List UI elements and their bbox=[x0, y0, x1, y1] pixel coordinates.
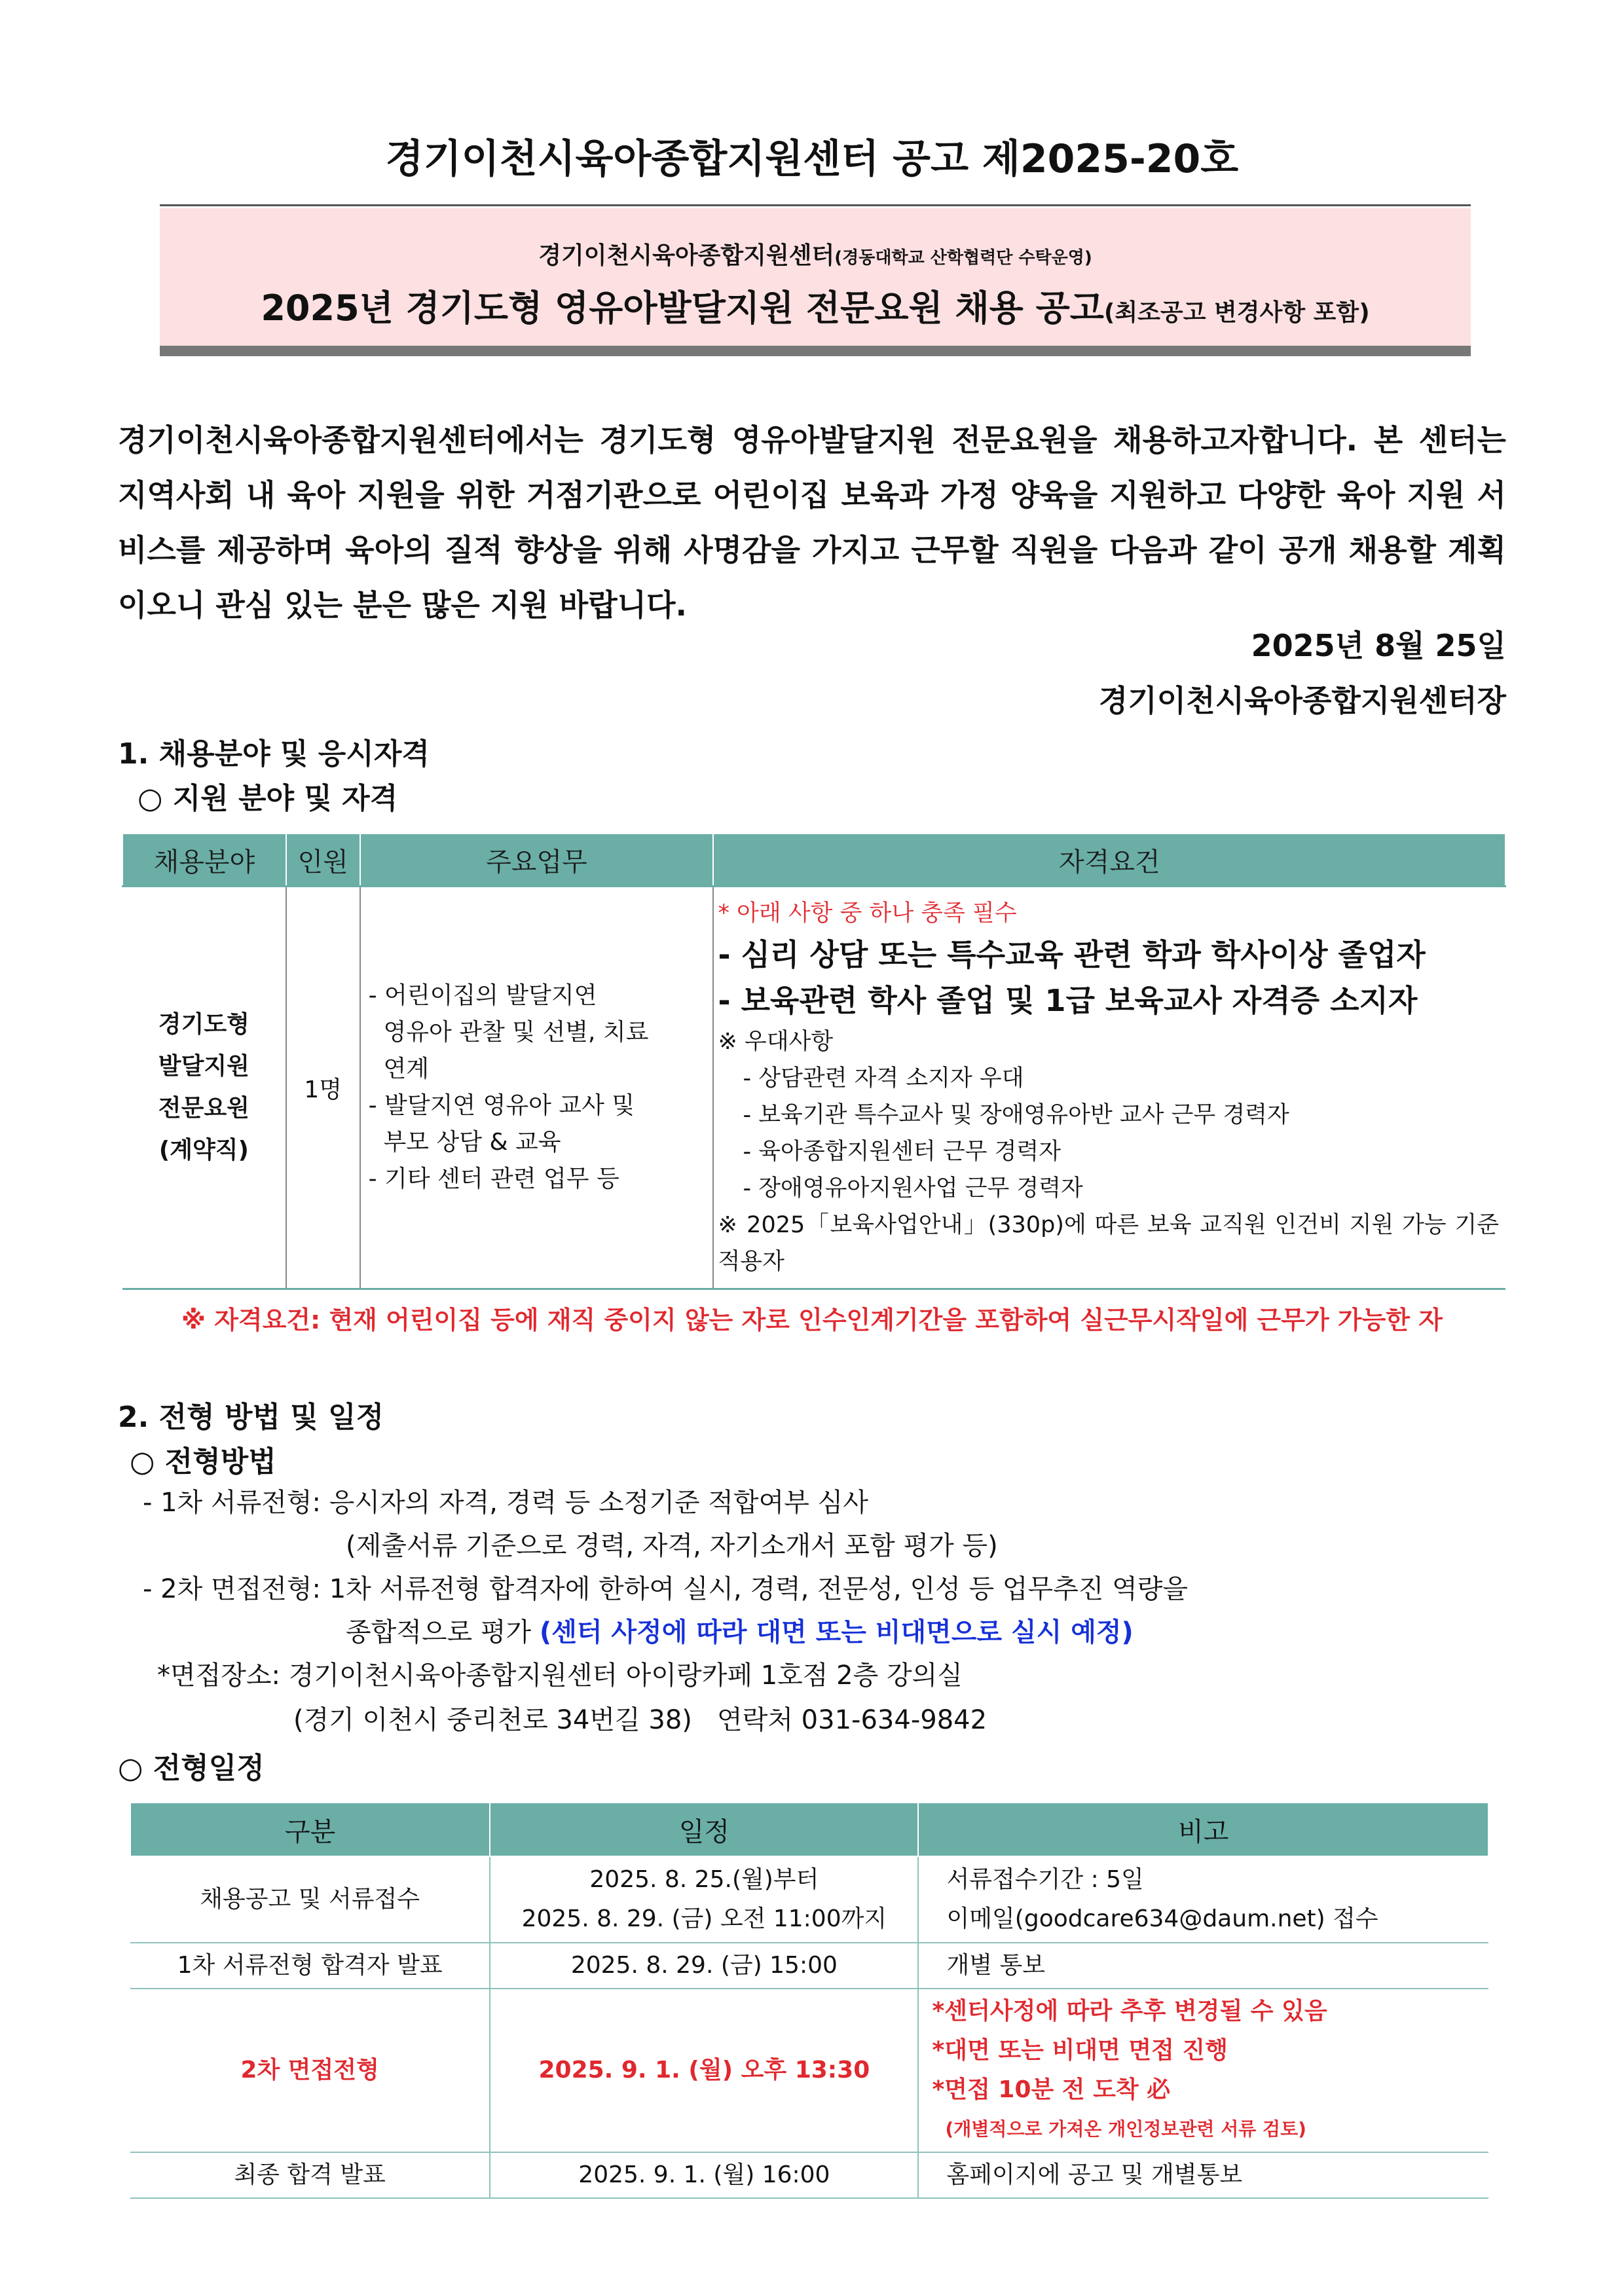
requirement-main: - 보육관련 학사 졸업 및 1급 보육교사 자격증 소지자 bbox=[718, 983, 1418, 1018]
remark-line: 서류접수기간 : 5일 bbox=[946, 1866, 1144, 1893]
intro-paragraph: 경기이천시육아종합지원센터에서는 경기도형 영유아발달지원 전문요원을 채용하고자합니다. 본 센터는 지역사회 내 육아 지원을 위한 거점기관으로 어린이집 보육과 가정 양육을 지원하고 다양한 육아 지원 서비스를 제공하며 육아의 질적 향상을 위해 사명감을 가지고 근무할 직원을 다음과 같이 공개 채용할 계획이오니 관심 있는 분은 많은 지원 바랍니다. bbox=[118, 422, 1506, 623]
schedule-remarks bbox=[918, 1856, 1488, 1943]
banner-shadow bbox=[160, 346, 1471, 356]
remark-line: *면접 10분 전 도착 必 bbox=[932, 2076, 1171, 2103]
method-step2-detail bbox=[346, 1611, 1134, 1654]
banner-org: 경기이천시육아종합지원센터 bbox=[538, 242, 835, 269]
preference-heading: ※ 우대사항 bbox=[718, 1029, 834, 1055]
schedule-category: 채용공고 및 서류접수 bbox=[130, 1856, 490, 1943]
schedule-date-line: 2025. 8. 25.(월)부터 bbox=[589, 1866, 819, 1893]
schedule-date: 2025. 9. 1. (월) 16:00 bbox=[490, 2152, 918, 2198]
notice-signer: 경기이천시육아종합지원센터장 bbox=[1098, 683, 1506, 718]
notice-date: 2025년 8월 25일 bbox=[1251, 628, 1506, 663]
qualification-table bbox=[122, 833, 1506, 1290]
duty-line: 부모 상담 & 교육 bbox=[368, 1129, 561, 1156]
field-line: 전문요원 bbox=[158, 1095, 249, 1122]
remark-line: 이메일(goodcare634@daum.net) 접수 bbox=[946, 1905, 1378, 1932]
table-row bbox=[130, 1943, 1488, 1989]
banner-org-note: (경동대학교 산학협력단 수탁운영) bbox=[834, 248, 1092, 268]
duty-line: - 기타 센터 관련 업무 등 bbox=[368, 1166, 619, 1192]
section2-heading: 2. 전형 방법 및 일정 bbox=[118, 1401, 384, 1434]
duty-line: 연계 bbox=[368, 1056, 430, 1082]
schedule-date bbox=[490, 1856, 918, 1943]
method-heading: ○ 전형방법 bbox=[130, 1445, 276, 1478]
preference-item: - 상담관련 자격 소지자 우대 bbox=[743, 1065, 1024, 1092]
schedule-date: 2025. 9. 1. (월) 오후 13:30 bbox=[490, 1989, 918, 2152]
schedule-table bbox=[130, 1802, 1489, 2199]
col-header-schedule: 일정 bbox=[490, 1803, 918, 1856]
table-row bbox=[130, 1989, 1488, 2152]
title-banner bbox=[160, 208, 1471, 346]
field-line: 발달지원 bbox=[158, 1053, 249, 1080]
remark-line: (개별적으로 가져온 개인정보관련 서류 검토) bbox=[945, 2118, 1306, 2140]
schedule-remarks: 홈페이지에 공고 및 개별통보 bbox=[918, 2152, 1488, 2198]
method-step1: - 1차 서류전형: 응시자의 자격, 경력 등 소정기준 적합여부 심사 bbox=[143, 1488, 868, 1518]
method-step2-text: 종합적으로 평가 bbox=[346, 1617, 540, 1647]
section1-heading: 1. 채용분야 및 응시자격 bbox=[118, 737, 430, 771]
section1-sub: ○ 지원 분야 및 자격 bbox=[138, 782, 398, 815]
requirement-main: - 심리 상담 또는 특수교육 관련 학과 학사이상 졸업자 bbox=[718, 937, 1426, 972]
schedule-date-line: 2025. 8. 29. (금) 오전 11:00까지 bbox=[521, 1905, 887, 1932]
duties-cell bbox=[360, 887, 714, 1289]
schedule-category: 2차 면접전형 bbox=[130, 1989, 490, 2152]
requirements-cell bbox=[713, 887, 1505, 1289]
table-row bbox=[130, 1856, 1488, 1943]
banner-headline: 2025년 경기도형 영유아발달지원 전문요원 채용 공고 bbox=[261, 287, 1104, 329]
interview-place: *면접장소: 경기이천시육아종합지원센터 아이랑카페 1호점 2층 강의실 bbox=[157, 1661, 963, 1691]
col-header-duties: 주요업무 bbox=[360, 834, 714, 887]
duty-line: - 어린이집의 발달지연 bbox=[368, 982, 597, 1009]
preference-item: - 육아종합지원센터 근무 경력자 bbox=[743, 1139, 1061, 1165]
qualification-warning: ※ 자격요건: 현재 어린이집 등에 재직 중이지 않는 자로 인수인계기간을 포함하여 실근무시작일에 근무가 가능한 자 bbox=[181, 1306, 1443, 1334]
table-row bbox=[130, 2152, 1488, 2198]
field-cell bbox=[122, 887, 286, 1289]
col-header-remarks: 비고 bbox=[918, 1803, 1488, 1856]
preference-item: - 보육기관 특수교사 및 장애영유아반 교사 근무 경력자 bbox=[743, 1102, 1289, 1128]
requirement-footnote: ※ 2025「보육사업안내」(330p)에 따른 보육 교직원 인건비 지원 가능 기준 적용자 bbox=[718, 1212, 1499, 1275]
field-line: (계약직) bbox=[158, 1137, 249, 1164]
col-header-count: 인원 bbox=[286, 834, 360, 887]
notice-title: 경기이천시육아종합지원센터 공고 제2025-20호 bbox=[385, 136, 1239, 182]
schedule-heading: ○ 전형일정 bbox=[118, 1752, 265, 1785]
banner-org-line bbox=[160, 237, 1471, 270]
banner-headline-line bbox=[160, 280, 1471, 331]
divider bbox=[160, 204, 1471, 206]
requirement-note: * 아래 사항 중 하나 충족 필수 bbox=[718, 900, 1017, 927]
count-cell: 1명 bbox=[286, 887, 360, 1289]
schedule-remarks: 개별 통보 bbox=[918, 1943, 1488, 1989]
remark-line: *센터사정에 따라 추후 변경될 수 있음 bbox=[932, 1998, 1327, 2025]
interview-address: (경기 이천시 중리천로 34번길 38) 연락처 031-634-9842 bbox=[293, 1705, 987, 1735]
banner-headline-note: (최조공고 변경사항 포함) bbox=[1103, 299, 1370, 326]
schedule-category: 1차 서류전형 합격자 발표 bbox=[130, 1943, 490, 1989]
schedule-remarks bbox=[918, 1989, 1488, 2152]
preference-item: - 장애영유아지원사업 근무 경력자 bbox=[743, 1175, 1083, 1202]
col-header-field: 채용분야 bbox=[122, 834, 286, 887]
duty-line: - 발달지연 영유아 교사 및 bbox=[368, 1092, 635, 1119]
field-line: 경기도형 bbox=[158, 1011, 249, 1038]
schedule-category: 최종 합격 발표 bbox=[130, 2152, 490, 2198]
col-header-requirements: 자격요건 bbox=[713, 834, 1505, 887]
method-step2: - 2차 면접전형: 1차 서류전형 합격자에 한하여 실시, 경력, 전문성, 인성 등 업무추진 역량을 bbox=[143, 1574, 1189, 1604]
schedule-date: 2025. 8. 29. (금) 15:00 bbox=[490, 1943, 918, 1989]
col-header-category: 구분 bbox=[130, 1803, 490, 1856]
method-step1-detail: (제출서류 기준으로 경력, 자격, 자기소개서 포함 평가 등) bbox=[346, 1531, 998, 1561]
duty-line: 영유아 관찰 및 선별, 치료 bbox=[368, 1019, 649, 1046]
method-step2-note: (센터 사정에 따라 대면 또는 비대면으로 실시 예정) bbox=[539, 1617, 1134, 1647]
remark-line: *대면 또는 비대면 면접 진행 bbox=[932, 2037, 1228, 2064]
